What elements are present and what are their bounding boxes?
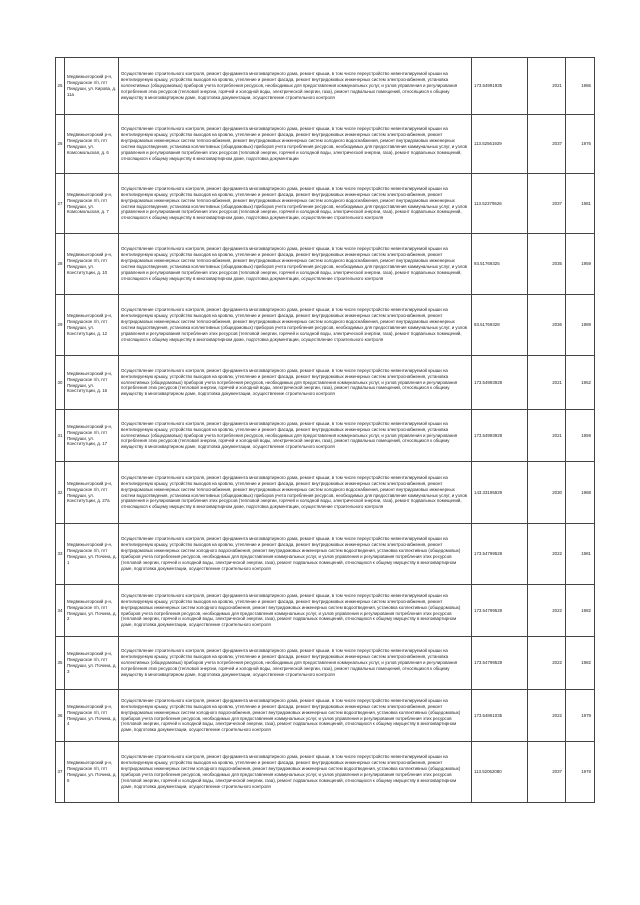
table-row xyxy=(56,742,595,803)
row-work-list: Осуществление строительного контроля, ремонт фундамента многоквартирного дома, ремонт крыши, в том числе переустройство невентилируемой крыши на вентилируемую крышу, устройство выходов на кровлю, утепление и ремонт фасада, ремонт внутридомовых инженерных систем электроснабжения, ремонт внутридомовых инженерных систем теплоснабжения, ремонт внутридомовых инженерных систем холодного водоснабжения, ремонт внутридомовых инженерных систем водоотведения, установка коллективных (общедомовых) приборов учета потребления ресурсов, необходимых для предоставления коммунальных услуг, и узлов управления и регулирования потребления этих ресурсов (тепловой энергии, горячей и холодной воды, электрической энергии, газа), ремонт подвальных помещений, относящихся к общему имуществу в многоквартирном доме, подготовка документации, осуществление строительного контроля xyxy=(119,234,472,295)
capital-repair-table xyxy=(55,57,595,803)
table-row xyxy=(56,356,595,410)
row-work-list: Осуществление строительного контроля, ремонт фундамента многоквартирного дома, ремонт крыши, в том числе переустройство невентилируемой крыши на вентилируемую крышу, устройство выходов на кровлю, утепление и ремонт фасада, ремонт внутридомовых инженерных систем электроснабжения, установка коллективных (общедомовых) приборов учета потребления ресурсов, необходимых для предоставления коммунальных услуг, и узлов управления и регулирования потребления этих ресурсов (тепловой энергии, горячей и холодной воды, электрической энергии, газа), ремонт подвальных помещений, относящихся к общему имуществу в многоквартирном доме, подготовка документации, осуществление строительного контроля xyxy=(119,58,472,115)
row-plan-year: 2037 xyxy=(528,742,566,803)
row-cost: 113.52062080 xyxy=(472,742,528,803)
row-work-list: Осуществление строительного контроля, ремонт фундамента многоквартирного дома, ремонт крыши, в том числе переустройство невентилируемой крыши на вентилируемую крышу, устройство выходов на кровлю, утепление и ремонт фасада, ремонт внутридомовых инженерных систем электроснабжения, ремонт внутридомовых инженерных систем теплоснабжения, ремонт внутридомовых инженерных систем холодного водоснабжения, ремонт внутридомовых инженерных систем водоотведения, установка коллективных (общедомовых) приборов учета потребления ресурсов, необходимых для предоставления коммунальных услуг, и узлов управления и регулирования потребления этих ресурсов (тепловой энергии, горячей и холодной воды, электрической энергии, газа), ремонт подвальных помещений, относящихся к общему имуществу в многоквартирном доме, подготовка документации xyxy=(119,115,472,174)
row-build-year: 1976 xyxy=(566,115,595,174)
row-plan-year: 2022 xyxy=(528,690,566,742)
row-cost: 113.52561929 xyxy=(472,115,528,174)
row-number: 28 xyxy=(56,234,65,295)
row-address: Медвежьегорский р-н, Пиндушское г/п, пгт Пиндуши, ул. Почина, д. 5 xyxy=(65,742,119,803)
table-row xyxy=(56,58,595,115)
row-number: 30 xyxy=(56,356,65,410)
row-build-year: 1989 xyxy=(566,295,595,356)
row-cost: 173.54993928 xyxy=(472,410,528,462)
row-cost: 173.54799528 xyxy=(472,585,528,637)
row-plan-year: 2021 xyxy=(528,410,566,462)
row-address: Медвежьегорский р-н, Пиндушское г/п, пгт Пиндуши, ул. Конститутции, д. 12 xyxy=(65,295,119,356)
row-plan-year: 2030 xyxy=(528,462,566,524)
row-cost: 113.52379526 xyxy=(472,174,528,234)
row-cost: 173.54993928 xyxy=(472,356,528,410)
row-number: 37 xyxy=(56,742,65,803)
row-plan-year: 2037 xyxy=(528,115,566,174)
table-row xyxy=(56,115,595,174)
row-number: 33 xyxy=(56,524,65,585)
row-work-list: Осуществление строительного контроля, ремонт фундамента многоквартирного дома, ремонт крыши, в том числе переустройство невентилируемой крыши на вентилируемую крышу, устройство выходов на кровлю, утепление и ремонт фасада, ремонт внутридомовых инженерных систем электроснабжения, ремонт внутридомовых инженерных систем холодного водоснабжения, ремонт внутридомовых инженерных систем водоотведения, установка коллективных (общедомовых) приборов учета потребления ресурсов, необходимых для предоставления коммунальных услуг, и узлов управления и регулирования потребления этих ресурсов (тепловой энергии, горячей и холодной воды, электрической энергии, газа), ремонт подвальных помещений, относящихся к общему имуществу в многоквартирном доме, подготовка документации, осуществление строительного контроля xyxy=(119,585,472,637)
row-cost: 93.51769328 xyxy=(472,295,528,356)
row-number: 36 xyxy=(56,690,65,742)
row-number: 25 xyxy=(56,58,65,115)
row-plan-year: 2021 xyxy=(528,356,566,410)
table-row xyxy=(56,462,595,524)
table-body xyxy=(56,58,595,803)
table-row xyxy=(56,690,595,742)
row-address: Медвежьегорский р-н, Пиндушское г/п, пгт Пиндуши, ул. Почина, д. 3 xyxy=(65,637,119,690)
row-address: Медвежьегорский р-н, Пиндушское г/п, пгт Пиндуши, ул. Конститутции, д. 16 xyxy=(65,356,119,410)
row-work-list: Осуществление строительного контроля, ремонт фундамента многоквартирного дома, ремонт крыши, в том числе переустройство невентилируемой крыши на вентилируемую крышу, устройство выходов на кровлю, утепление и ремонт фасада, ремонт внутридомовых инженерных систем электроснабжения, ремонт внутридомовых инженерных систем теплоснабжения, ремонт внутридомовых инженерных систем холодного водоснабжения, ремонт внутридомовых инженерных систем водоотведения, установка коллективных (общедомовых) приборов учета потребления ресурсов, необходимых для предоставления коммунальных услуг, и узлов управления и регулирования потребления этих ресурсов (тепловой энергии, горячей и холодной воды, электрической энергии, газа), ремонт подвальных помещений, относящихся к общему имуществу в многоквартирном доме, подготовка документации, осуществление строительного контроля xyxy=(119,295,472,356)
table-row xyxy=(56,585,595,637)
row-work-list: Осуществление строительного контроля, ремонт фундамента многоквартирного дома, ремонт крыши, в том числе переустройство невентилируемой крыши на вентилируемую крышу, устройство выходов на кровлю, утепление и ремонт фасада, ремонт внутридомовых инженерных систем электроснабжения, установка коллективных (общедомовых) приборов учета потребления ресурсов, необходимых для предоставления коммунальных услуг, и узлов управления и регулирования потребления этих ресурсов (тепловой энергии, горячей и холодной воды, электрической энергии, газа), ремонт подвальных помещений, относящихся к общему имуществу в многоквартирном доме, подготовка документации, осуществление строительного контроля xyxy=(119,410,472,462)
row-address: Медвежьегорский р-н, Пиндушское г/п, пгт Пиндуши, ул. Конститутции, д. 27а xyxy=(65,462,119,524)
row-number: 35 xyxy=(56,637,65,690)
row-address: Медвежьегорский р-н, Пиндушское г/п, пгт Пиндуши, ул. Комсомольская, д. 7 xyxy=(65,174,119,234)
row-cost: 93.51769325 xyxy=(472,234,528,295)
row-build-year: 1982 xyxy=(566,585,595,637)
row-build-year: 1981 xyxy=(566,524,595,585)
row-number: 26 xyxy=(56,115,65,174)
row-plan-year: 2036 xyxy=(528,295,566,356)
row-build-year: 1952 xyxy=(566,356,595,410)
row-number: 29 xyxy=(56,295,65,356)
row-work-list: Осуществление строительного контроля, ремонт фундамента многоквартирного дома, ремонт крыши, в том числе переустройство невентилируемой крыши на вентилируемую крышу, устройство выходов на кровлю, утепление и ремонт фасада, ремонт внутридомовых инженерных систем электроснабжения, ремонт внутридомовых инженерных систем теплоснабжения, ремонт внутридомовых инженерных систем холодного водоснабжения, ремонт внутридомовых инженерных систем водоотведения, установка коллективных (общедомовых) приборов учета потребления ресурсов, необходимых для предоставления коммунальных услуг, и узлов управления и регулирования потребления этих ресурсов (тепловой энергии, горячей и холодной воды, электрической энергии, газа), ремонт подвальных помещений, относящихся к общему имуществу в многоквартирном доме, подготовка документации, осуществление строительного контроля xyxy=(119,462,472,524)
row-cost: 143.33195929 xyxy=(472,462,528,524)
row-address: Медвежьегорский р-н, Пиндушское г/п, пгт Пиндуши, ул. Конститутции, д. 10 xyxy=(65,234,119,295)
row-build-year: 1982 xyxy=(566,637,595,690)
row-build-year: 1981 xyxy=(566,174,595,234)
row-work-list: Осуществление строительного контроля, ремонт фундамента многоквартирного дома, ремонт крыши, в том числе переустройство невентилируемой крыши на вентилируемую крышу, устройство выходов на кровлю, утепление и ремонт фасада, ремонт внутридомовых инженерных систем электроснабжения, ремонт внутридомовых инженерных систем холодного водоснабжения, ремонт внутридомовых инженерных систем водоотведения, установка коллективных (общедомовых) приборов учета потребления ресурсов, необходимых для предоставления коммунальных услуг, и узлов управления и регулирования потребления этих ресурсов (тепловой энергии, горячей и холодной воды, электрической энергии, газа), ремонт подвальных помещений, относящихся к общему имуществу в многоквартирном доме, подготовка документации, осуществление строительного контроля xyxy=(119,690,472,742)
table-row xyxy=(56,174,595,234)
row-plan-year: 2022 xyxy=(528,524,566,585)
table-row xyxy=(56,410,595,462)
table-row xyxy=(56,295,595,356)
row-work-list: Осуществление строительного контроля, ремонт фундамента многоквартирного дома, ремонт крыши, в том числе переустройство невентилируемой крыши на вентилируемую крышу, устройство выходов на кровлю, утепление и ремонт фасада, ремонт внутридомовых инженерных систем электроснабжения, установка коллективных (общедомовых) приборов учета потребления ресурсов, необходимых для предоставления коммунальных услуг, и узлов управления и регулирования потребления этих ресурсов (тепловой энергии, горячей и холодной воды, электрической энергии, газа), ремонт подвальных помещений, относящихся к общему имуществу в многоквартирном доме, подготовка документации, осуществление строительного контроля xyxy=(119,637,472,690)
row-address: Медвежьегорский р-н, Пиндушское г/п, пгт Пиндуши, ул. Почина, д. 4 xyxy=(65,690,119,742)
row-address: Медвежьегорский р-н, Пиндушское г/п, пгт Пиндуши, ул. Комсомольская, д. 6 xyxy=(65,115,119,174)
table-row xyxy=(56,234,595,295)
row-build-year: 1988 xyxy=(566,462,595,524)
row-number: 32 xyxy=(56,462,65,524)
row-number: 27 xyxy=(56,174,65,234)
row-build-year: 1959 xyxy=(566,234,595,295)
row-build-year: 1978 xyxy=(566,742,595,803)
row-cost: 173.54861035 xyxy=(472,690,528,742)
row-address: Медвежьегорский р-н, Пиндушское г/п, пгт Пиндуши, ул. Почина, д. 2 xyxy=(65,585,119,637)
row-build-year: 1986 xyxy=(566,58,595,115)
row-plan-year: 2035 xyxy=(528,234,566,295)
row-plan-year: 2037 xyxy=(528,174,566,234)
row-plan-year: 2021 xyxy=(528,58,566,115)
row-work-list: Осуществление строительного контроля, ремонт фундамента многоквартирного дома, ремонт крыши, в том числе переустройство невентилируемой крыши на вентилируемую крышу, устройство выходов на кровлю, утепление и ремонт фасада, ремонт внутридомовых инженерных систем электроснабжения, ремонт внутридомовых инженерных систем холодного водоснабжения, ремонт внутридомовых инженерных систем водоотведения, установка коллективных (общедомовых) приборов учета потребления ресурсов, необходимых для предоставления коммунальных услуг, и узлов управления и регулирования потребления этих ресурсов (тепловой энергии, горячей и холодной воды, электрической энергии, газа), ремонт подвальных помещений, относящихся к общему имуществу в многоквартирном доме, подготовка документации, осуществление строительного контроля xyxy=(119,742,472,803)
row-build-year: 1979 xyxy=(566,690,595,742)
row-address: Медвежьегорский р-н, Пиндушское г/п, пгт Пиндуши, ул. Конститутции, д. 17 xyxy=(65,410,119,462)
row-cost: 173.54799528 xyxy=(472,524,528,585)
row-plan-year: 2022 xyxy=(528,585,566,637)
row-work-list: Осуществление строительного контроля, ремонт фундамента многоквартирного дома, ремонт крыши, в том числе переустройство невентилируемой крыши на вентилируемую крышу, устройство выходов на кровлю, утепление и ремонт фасада, ремонт внутридомовых инженерных систем электроснабжения, ремонт внутридомовых инженерных систем холодного водоснабжения, ремонт внутридомовых инженерных систем водоотведения, установка коллективных (общедомовых) приборов учета потребления ресурсов, необходимых для предоставления коммунальных услуг, и узлов управления и регулирования потребления этих ресурсов (тепловой энергии, горячей и холодной воды, электрической энергии, газа), ремонт подвальных помещений, относящихся к общему имуществу в многоквартирном доме, подготовка документации, осуществление строительного контроля xyxy=(119,524,472,585)
table-row xyxy=(56,637,595,690)
row-address: Медвежьегорский р-н, Пиндушское г/п, пгт Пиндуши, ул. Кирова, д. 11а xyxy=(65,58,119,115)
row-plan-year: 2022 xyxy=(528,637,566,690)
row-work-list: Осуществление строительного контроля, ремонт фундамента многоквартирного дома, ремонт крыши, в том числе переустройство невентилируемой крыши на вентилируемую крышу, устройство выходов на кровлю, утепление и ремонт фасада, ремонт внутридомовых инженерных систем электроснабжения, установка коллективных (общедомовых) приборов учета потребления ресурсов, необходимых для предоставления коммунальных услуг, и узлов управления и регулирования потребления этих ресурсов (тепловой энергии, горячей и холодной воды, электрической энергии, газа), ремонт подвальных помещений, относящихся к общему имуществу в многоквартирном доме, подготовка документации, осуществление строительного контроля xyxy=(119,356,472,410)
table-row xyxy=(56,524,595,585)
row-cost: 173.54991935 xyxy=(472,58,528,115)
row-number: 31 xyxy=(56,410,65,462)
row-number: 34 xyxy=(56,585,65,637)
document-page xyxy=(55,57,594,803)
row-work-list: Осуществление строительного контроля, ремонт фундамента многоквартирного дома, ремонт крыши, в том числе переустройство невентилируемой крыши на вентилируемую крышу, устройство выходов на кровлю, утепление и ремонт фасада, ремонт внутридомовых инженерных систем электроснабжения, ремонт внутридомовых инженерных систем теплоснабжения, ремонт внутридомовых инженерных систем холодного водоснабжения, ремонт внутридомовых инженерных систем водоотведения, установка коллективных (общедомовых) приборов учета потребления ресурсов, необходимых для предоставления коммунальных услуг, и узлов управления и регулирования потребления этих ресурсов (тепловой энергии, горячей и холодной воды, электрической энергии, газа), ремонт подвальных помещений, относящихся к общему имуществу в многоквартирном доме, подготовка документации, осуществление строительного контроля xyxy=(119,174,472,234)
row-cost: 173.54799528 xyxy=(472,637,528,690)
row-build-year: 1959 xyxy=(566,410,595,462)
row-address: Медвежьегорский р-н, Пиндушское г/п, пгт Пиндуши, ул. Почина, д. 1 xyxy=(65,524,119,585)
